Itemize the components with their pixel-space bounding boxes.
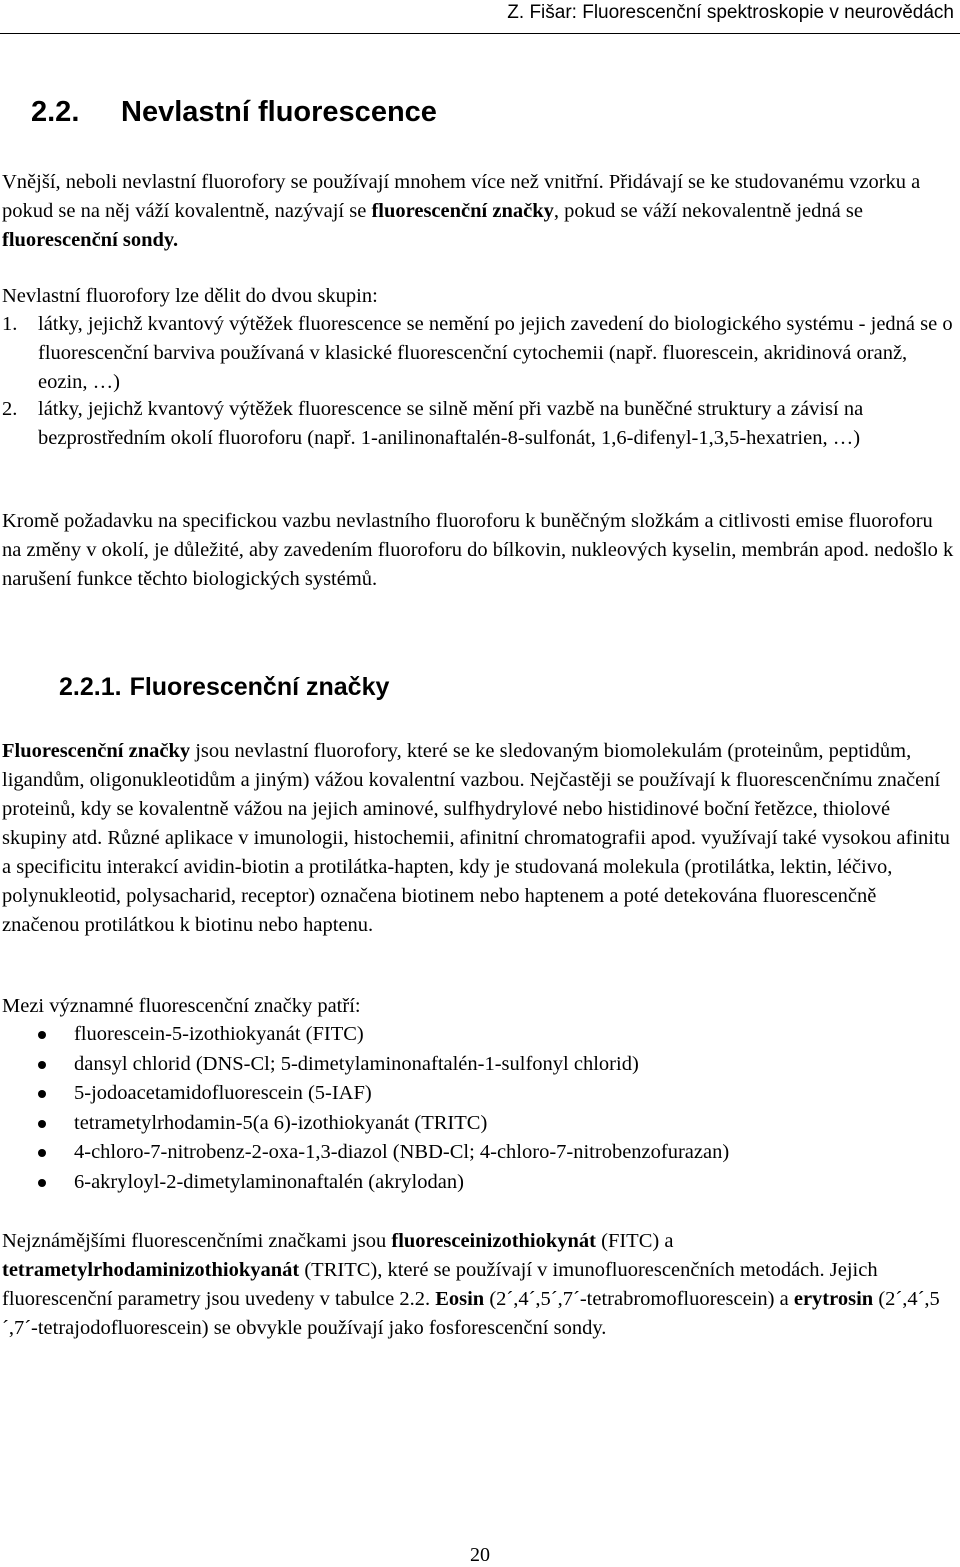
final-text-1: Nejznámějšími fluorescenčními značkami jsou	[2, 1230, 392, 1252]
final-text-2: (FITC) a	[596, 1230, 674, 1252]
intro-text-2: , pokud se váží nekovalentně jedná se	[553, 200, 863, 222]
list-item-text: dansyl chlorid (DNS-Cl; 5-dimetylaminonaftalén-1-sulfonyl chlorid)	[74, 1052, 639, 1075]
subsection-heading	[59, 670, 389, 704]
section-heading	[31, 94, 437, 130]
subsection-number: 2.2.1.	[59, 673, 122, 701]
running-header: Z. Fišar: Fluorescenční spektroskopie v neurovědách	[507, 2, 954, 23]
final-bold-eosin: Eosin	[435, 1288, 485, 1310]
list-item	[0, 1168, 729, 1198]
list-item-text: 6-akryloyl-2-dimetylaminonaftalén (akrylodan)	[74, 1170, 464, 1193]
final-bold-fitc: fluoresceinizothiokynát	[391, 1230, 596, 1252]
intro-paragraph	[2, 168, 956, 255]
list-item	[0, 1109, 729, 1139]
list-item-text: 4-chloro-7-nitrobenz-2-oxa-1,3-diazol (NBD-Cl; 4-chloro-7-nitrobenzofurazan)	[74, 1141, 730, 1164]
group-item-text: látky, jejichž kvantový výtěžek fluorescence se silně mění při vazbě na buněčné struktury a závisí na bezprostředním okolí fluoroforu (např. 1-anilinonaftalén-8-sulfonát, 1,6-difenyl-1,3,5-hexatrien, …)	[38, 398, 864, 449]
bullet-icon	[38, 1090, 46, 1098]
intro-text-1: Vnější, neboli nevlastní fluorofory se používají mnohem více než vnitřní. Přidávají se ke studovanému vzorku a pokud se na něj váží kovalentně, nazývají se	[2, 171, 921, 222]
intro-bold-labels: fluorescenční značky	[371, 200, 554, 222]
intro-bold-probes: fluorescenční sondy.	[2, 229, 179, 251]
list-item-text: fluorescein-5-izothiokyanát (FITC)	[74, 1023, 364, 1045]
list-item-text: tetrametylrhodamin-5(a 6)-izothiokyanát (TRITC)	[74, 1111, 488, 1134]
bullet-icon	[38, 1179, 46, 1187]
final-text-5: (2´,4´,5´,7´-tetrajodofluorescein) se obvykle používají jako fosforescenční sondy.	[2, 1288, 940, 1339]
page-number: 20	[470, 1544, 490, 1566]
section-number: 2.2.	[31, 96, 80, 128]
list-item	[0, 1079, 729, 1109]
besides-paragraph: Kromě požadavku na specifickou vazbu nevlastního fluoroforu k buněčným složkám a citlivosti emise fluoroforu na změny v okolí, je důležité, aby zavedením fluoroforu do bílkovin, nukleových kyselin, membrán apod. nedošlo k narušení funkce těchto biologických systémů.	[2, 510, 954, 590]
bullet-icon	[38, 1031, 46, 1039]
labels-text: jsou nevlastní fluorofory, které se ke sledovaným biomolekulám (proteinům, peptidům, ligandům, oligonukleotidům a jiným) vážou kovalentní vazbou. Nejčastěji se používají k fluorescenčnímu značení proteinů, kdy se kovalentně vážou na jejich aminové, sulfhydrylové nebo histidinové boční řetězce, thiolové skupiny atd. Různé aplikace v imunologii, histochemii, afinitní chromatografii apod. využívají také vysokou afinitu a specificitu interakcí avidin-biotin a protilátka-hapten, kdy je studovaná molekula (protilátka, lektin, léčivo, polynukleotid, polysacharid, receptor) označena biotinem nebo haptenem a poté detekována fluorescenčně značenou protilátkou k biotinu nebo haptenu.	[2, 740, 950, 936]
groups-lead: Nevlastní fluorofory lze dělit do dvou skupin:	[2, 285, 378, 307]
list-item-text: 5-jodoacetamidofluorescein (5-IAF)	[74, 1082, 372, 1105]
header-rule	[0, 33, 960, 34]
bullet-icon	[38, 1120, 46, 1128]
group-item-text: látky, jejichž kvantový výtěžek fluorescence se nemění po jejich zavedení do biologického systému - jedná se o fluorescenční barviva používaná v klasické fluorescenční cytochemii (např. fluorescein, akridinová oranž, eozin, …)	[38, 313, 953, 393]
list-lead: Mezi významné fluorescenční značky patří:	[2, 995, 361, 1017]
section-title: Nevlastní fluorescence	[121, 96, 437, 128]
group-item-number: 1.	[2, 313, 18, 335]
final-paragraph	[2, 1227, 956, 1343]
group-item-number: 2.	[2, 398, 18, 420]
final-bold-tritc: tetrametylrhodaminizothiokyanát	[2, 1259, 300, 1281]
bullet-icon	[38, 1061, 46, 1069]
bullet-list	[0, 1020, 729, 1198]
list-item	[0, 1020, 729, 1050]
list-item	[0, 1050, 729, 1080]
final-text-4: (2´,4´,5´,7´-tetrabromofluorescein) a	[484, 1288, 794, 1310]
subsection-title: Fluorescenční značky	[129, 673, 390, 701]
final-text-3: (TRITC), které se používají v imunofluorescenčních metodách. Jejich fluorescenční parametry jsou uvedeny v tabulce 2.2.	[2, 1259, 878, 1310]
labels-bold-term: Fluorescenční značky	[2, 740, 191, 762]
list-item	[0, 1138, 729, 1168]
bullet-icon	[38, 1149, 46, 1157]
labels-paragraph	[2, 737, 956, 940]
final-bold-erytrosin: erytrosin	[793, 1288, 874, 1310]
